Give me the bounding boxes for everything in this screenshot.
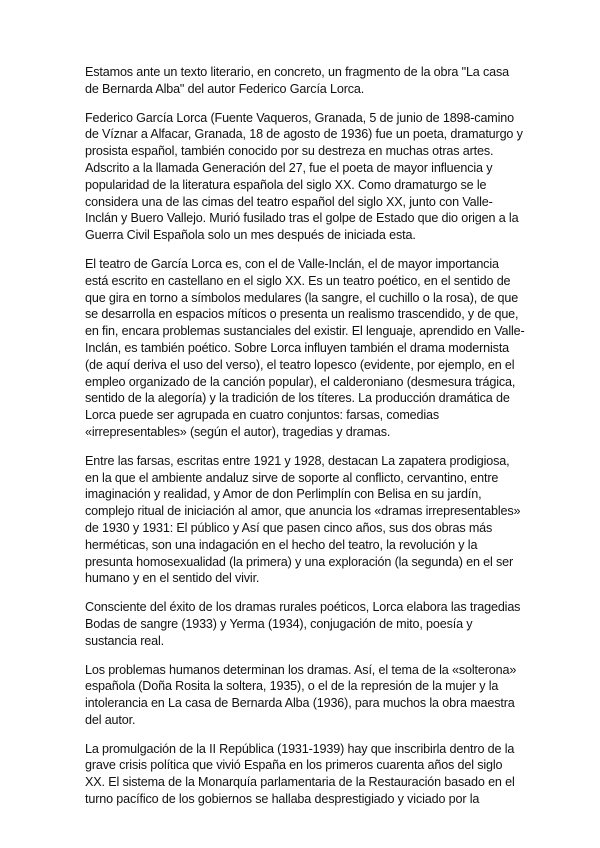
paragraph-theater: El teatro de García Lorca es, con el de Valle-Inclán, el de mayor importancia está escrito en castellano en el siglo XX. Es un teatro poético, en el sentido de que gira en torno a símbolos medulares (la sangre, el cuchillo o la rosa), de que se desarrolla en espacios míticos o presenta un realismo trascendido, y de que, en fin, encara problemas sustanciales del existir. El lenguaje, aprendido en Valle-Inclán, es también poético. Sobre Lorca influyen también el drama modernista (de aquí deriva el uso del verso), el teatro lopesco (evidente, por ejemplo, en el empleo organizado de la canción popular), el calderoniano (desmesura trágica, sentido de la alegoría) y la tradición de los títeres. La producción dramática de Lorca puede ser agrupada en cuatro conjuntos: farsas, comedias «irrepresentables» (según el autor), tragedias y dramas.: [85, 256, 525, 439]
paragraph-tragedies: Consciente del éxito de los dramas rurales poéticos, Lorca elabora las tragedias Bodas de sangre (1933) y Yerma (1934), conjugación de mito, poesía y sustancia real.: [85, 600, 521, 648]
paragraph-biography: Federico García Lorca (Fuente Vaqueros, Granada, 5 de junio de 1898-camino de Víznar a Alfacar, Granada, 18 de agosto de 1936) fue un poeta, dramaturgo y prosista español, también conocido por su destreza en muchas otras artes. Adscrito a la llamada Generación del 27, fue el poeta de mayor influencia y popularidad de la literatura española del siglo XX. Como dramaturgo se le considera una de las cimas del teatro español del siglo XX, junto con Valle-Inclán y Buero Vallejo. Murió fusilado tras el golpe de Estado que dio origen a la Guerra Civil Española solo un mes después de iniciada esta.: [85, 110, 523, 243]
paragraph-intro: Estamos ante un texto literario, en concreto, un fragmento de la obra "La casa de Bernarda Alba" del autor Federico García Lorca.: [85, 65, 510, 96]
paragraph-dramas: Los problemas humanos determinan los dramas. Así, el tema de la «solterona» española (Doña Rosita la soltera, 1935), o el de la represión de la mujer y la intolerancia en La casa de Bernarda Alba (1936), para muchos la obra maestra del autor.: [85, 662, 517, 727]
document-page: [85, 64, 525, 820]
paragraph-farces: Entre las farsas, escritas entre 1921 y 1928, destacan La zapatera prodigiosa, en la que el ambiente andaluz sirve de soporte al conflicto, cervantino, entre imaginación y realidad, y Amor de don Perlimplín con Belisa en su jardín, complejo ritual de iniciación al amor, que anuncia los «dramas irrepresentables» de 1930 y 1931: El público y Así que pasen cinco años, sus dos obras más herméticas, son una indagación en el hecho del teatro, la revolución y la presunta homosexualidad (la primera) y una exploración (la segunda) en el ser humano y en el sentido del vivir.: [85, 453, 521, 586]
paragraph-republic: La promulgación de la II República (1931-1939) hay que inscribirla dentro de la grave crisis política que vivió España en los primeros cuarenta años del siglo XX. El sistema de la Monarquía parlamentaria de la Restauración basado en el turno pacífico de los gobiernos se hallaba desprestigiado y viciado por la: [85, 741, 515, 807]
